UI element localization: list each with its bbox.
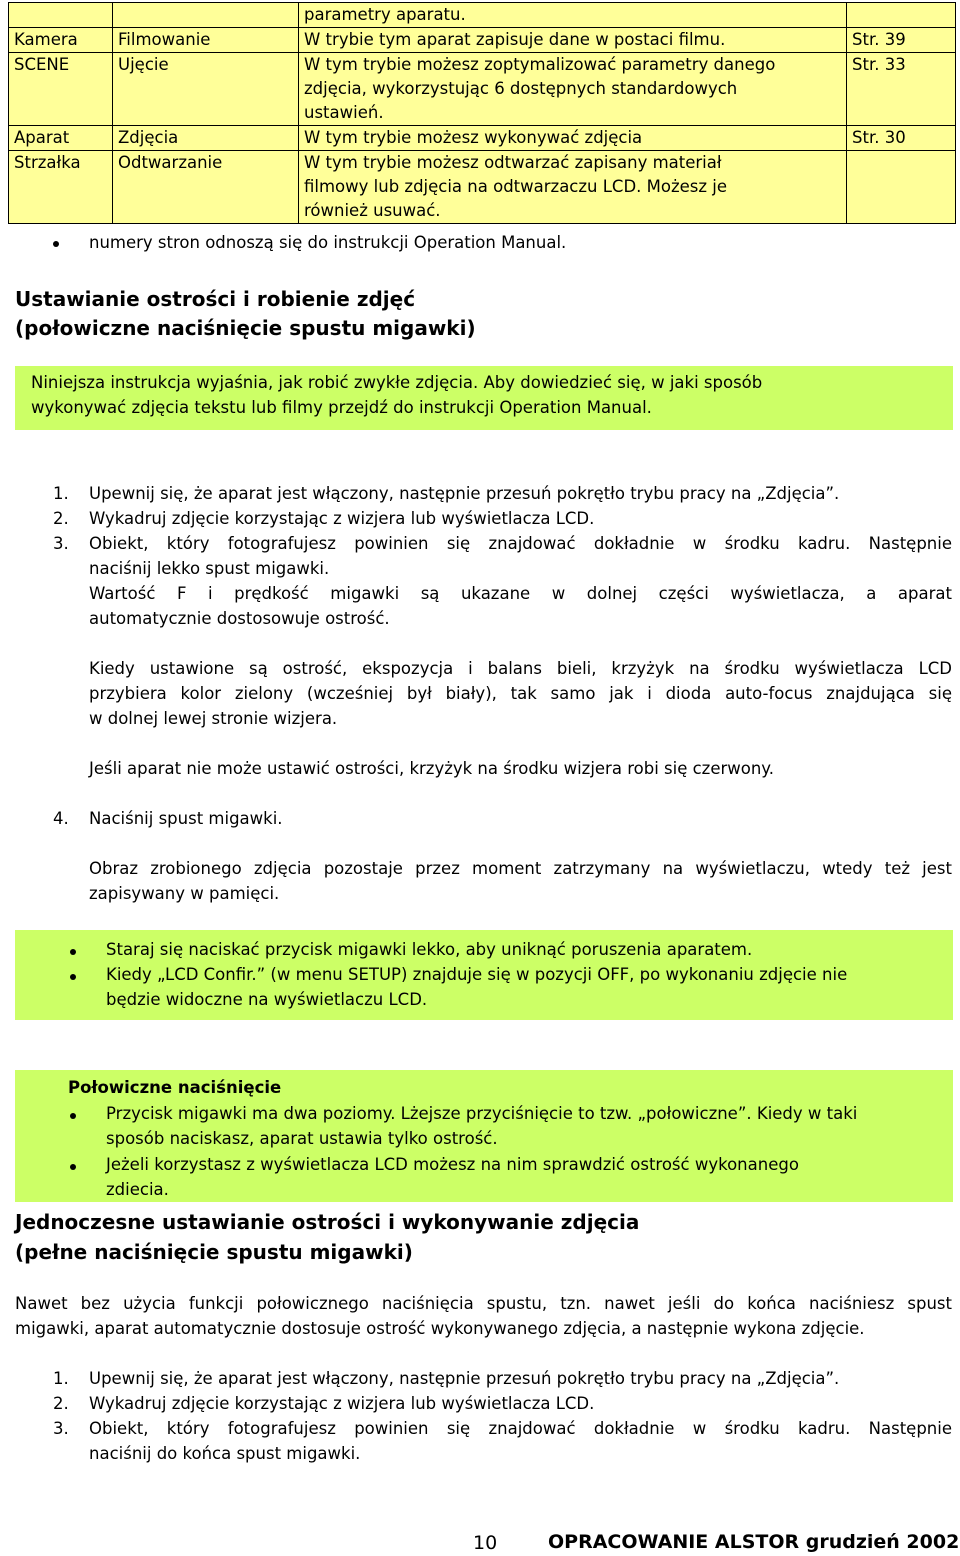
- bullet-icon: [70, 1113, 76, 1119]
- half-press-b2-line1: Jeżeli korzystasz z wyświetlacza LCD możesz na nim sprawdzić ostrość wykonanego: [106, 1155, 799, 1174]
- kiedy-line3: w dolnej lewej stronie wizjera.: [89, 709, 338, 728]
- section1-title-line1: Ustawianie ostrości i robienie zdjęć: [15, 287, 416, 311]
- modes-table-row: [9, 126, 956, 151]
- kiedy-line2: przybiera kolor zielony (wcześniej był biały), tak samo jak i dioda auto-focus znajdująca się: [89, 684, 952, 703]
- half-press-b2-line2: zdiecia.: [106, 1180, 169, 1199]
- mode-cell: [9, 3, 113, 28]
- step-number: 4.: [53, 809, 69, 828]
- bullet-icon: [70, 974, 76, 980]
- half-press-title: Połowiczne naciśnięcie: [68, 1078, 282, 1097]
- mode-name-cell: Odtwarzanie: [113, 151, 299, 224]
- wartosc-line1: Wartość F i prędkość migawki są ukazane w dolnej części wyświetlacza, a aparat: [89, 584, 952, 603]
- mode-description-cell: [299, 126, 847, 151]
- step-text: Wykadruj zdjęcie korzystając z wizjera lub wyświetlacza LCD.: [89, 1394, 595, 1413]
- mode-cell: Strzałka: [9, 151, 113, 224]
- half-press-b1-line2: sposób naciskasz, aparat ustawia tylko ostrość.: [106, 1129, 498, 1148]
- page-number: 10: [473, 1532, 498, 1554]
- section1-title-line2: (połowiczne naciśnięcie spustu migawki): [15, 316, 476, 340]
- half-press-b1-line1: Przycisk migawki ma dwa poziomy. Lżejsze przyciśnięcie to tzw. „połowiczne”. Kiedy w taki: [106, 1104, 858, 1123]
- footer-publisher: OPRACOWANIE ALSTOR grudzień 2002: [548, 1531, 960, 1553]
- obraz-line2: zapisywany w pamięci.: [89, 884, 280, 903]
- step-number: 1.: [53, 484, 69, 503]
- description-line: filmowy lub zdjęcia na odtwarzaczu LCD. Możesz je: [304, 177, 728, 196]
- description-line: ustawień.: [304, 103, 384, 122]
- mode-description-cell: [299, 28, 847, 53]
- page-ref-cell: [847, 3, 956, 28]
- description-line: W tym trybie możesz odtwarzać zapisany materiał: [304, 153, 722, 172]
- step-number: 2.: [53, 1394, 69, 1413]
- note-text: numery stron odnoszą się do instrukcji Operation Manual.: [89, 233, 567, 252]
- step-number: 2.: [53, 509, 69, 528]
- intro-box: [15, 366, 953, 430]
- mode-cell: Kamera: [9, 28, 113, 53]
- modes-table-row: [9, 151, 956, 224]
- step-number: 3.: [53, 534, 69, 553]
- page-ref-cell: Str. 30: [847, 126, 956, 151]
- mode-cell: Aparat: [9, 126, 113, 151]
- modes-table-row: [9, 28, 956, 53]
- step-text: Obiekt, który fotografujesz powinien się znajdować dokładnie w środku kadru. Następnie: [89, 1419, 952, 1438]
- tip1-text: Staraj się naciskać przycisk migawki lekko, aby uniknąć poruszenia aparatem.: [106, 940, 753, 959]
- jesli-text: Jeśli aparat nie może ustawić ostrości, krzyżyk na środku wizjera robi się czerwony.: [89, 759, 774, 778]
- step-number: 1.: [53, 1369, 69, 1388]
- tip2-line2: będzie widoczne na wyświetlaczu LCD.: [106, 990, 428, 1009]
- step-text: Naciśnij spust migawki.: [89, 809, 283, 828]
- section2-title-line2: (pełne naciśnięcie spustu migawki): [15, 1240, 413, 1264]
- half-press-box: [15, 1070, 953, 1202]
- page-ref-cell: Str. 39: [847, 28, 956, 53]
- intro-line2: wykonywać zdjęcia tekstu lub filmy przejdź do instrukcji Operation Manual.: [31, 398, 652, 417]
- description-line: W tym trybie możesz wykonywać zdjęcia: [304, 128, 643, 147]
- description-line: parametry aparatu.: [304, 5, 466, 24]
- bullet-icon: [70, 949, 76, 955]
- step-text: Obiekt, który fotografujesz powinien się znajdować dokładnie w środku kadru. Następnie: [89, 534, 952, 553]
- mode-description-cell: [299, 53, 847, 126]
- description-line: W trybie tym aparat zapisuje dane w postaci filmu.: [304, 30, 726, 49]
- modes-table-row: [9, 3, 956, 28]
- modes-table: [8, 2, 956, 224]
- mode-name-cell: Ujęcie: [113, 53, 299, 126]
- section2-intro-line2: migawki, aparat automatycznie dostosuje ostrość wykonywanego zdjęcia, a następnie wykona zdjęcie.: [15, 1319, 865, 1338]
- step-text: Upewnij się, że aparat jest włączony, następnie przesuń pokrętło trybu pracy na „Zdjęcia”.: [89, 1369, 840, 1388]
- mode-description-cell: [299, 3, 847, 28]
- description-line: W tym trybie możesz zoptymalizować parametry danego: [304, 55, 776, 74]
- mode-description-cell: [299, 151, 847, 224]
- section2-intro-line1: Nawet bez użycia funkcji połowicznego naciśnięcia spustu, tzn. nawet jeśli do końca naciśniesz spust: [15, 1294, 952, 1313]
- step3-continuation: naciśnij do końca spust migawki.: [89, 1444, 361, 1463]
- step-text: Wykadruj zdjęcie korzystając z wizjera lub wyświetlacza LCD.: [89, 509, 595, 528]
- tip2-line1: Kiedy „LCD Confir.” (w menu SETUP) znajduje się w pozycji OFF, po wykonaniu zdjęcie nie: [106, 965, 848, 984]
- description-line: zdjęcia, wykorzystując 6 dostępnych standardowych: [304, 79, 738, 98]
- kiedy-line1: Kiedy ustawione są ostrość, ekspozycja i balans bieli, krzyżyk na środku wyświetlacza LCD: [89, 659, 952, 678]
- tips-box: [15, 930, 953, 1020]
- bullet-icon: [53, 241, 59, 247]
- step3-continuation: naciśnij lekko spust migawki.: [89, 559, 330, 578]
- mode-name-cell: Filmowanie: [113, 28, 299, 53]
- page-ref-cell: Str. 33: [847, 53, 956, 126]
- wartosc-line2: automatycznie dostosowuje ostrość.: [89, 609, 390, 628]
- mode-name-cell: [113, 3, 299, 28]
- intro-line1: Niniejsza instrukcja wyjaśnia, jak robić zwykłe zdjęcia. Aby dowiedzieć się, w jaki sposób: [31, 373, 763, 392]
- mode-name-cell: Zdjęcia: [113, 126, 299, 151]
- modes-table-row: [9, 53, 956, 126]
- page-ref-cell: [847, 151, 956, 224]
- step-number: 3.: [53, 1419, 69, 1438]
- description-line: również usuwać.: [304, 201, 441, 220]
- mode-cell: SCENE: [9, 53, 113, 126]
- step-text: Upewnij się, że aparat jest włączony, następnie przesuń pokrętło trybu pracy na „Zdjęcia”.: [89, 484, 840, 503]
- section2-title-line1: Jednoczesne ustawianie ostrości i wykonywanie zdjęcia: [15, 1210, 640, 1234]
- obraz-line1: Obraz zrobionego zdjęcia pozostaje przez moment zatrzymany na wyświetlaczu, wtedy też jest: [89, 859, 952, 878]
- bullet-icon: [70, 1164, 76, 1170]
